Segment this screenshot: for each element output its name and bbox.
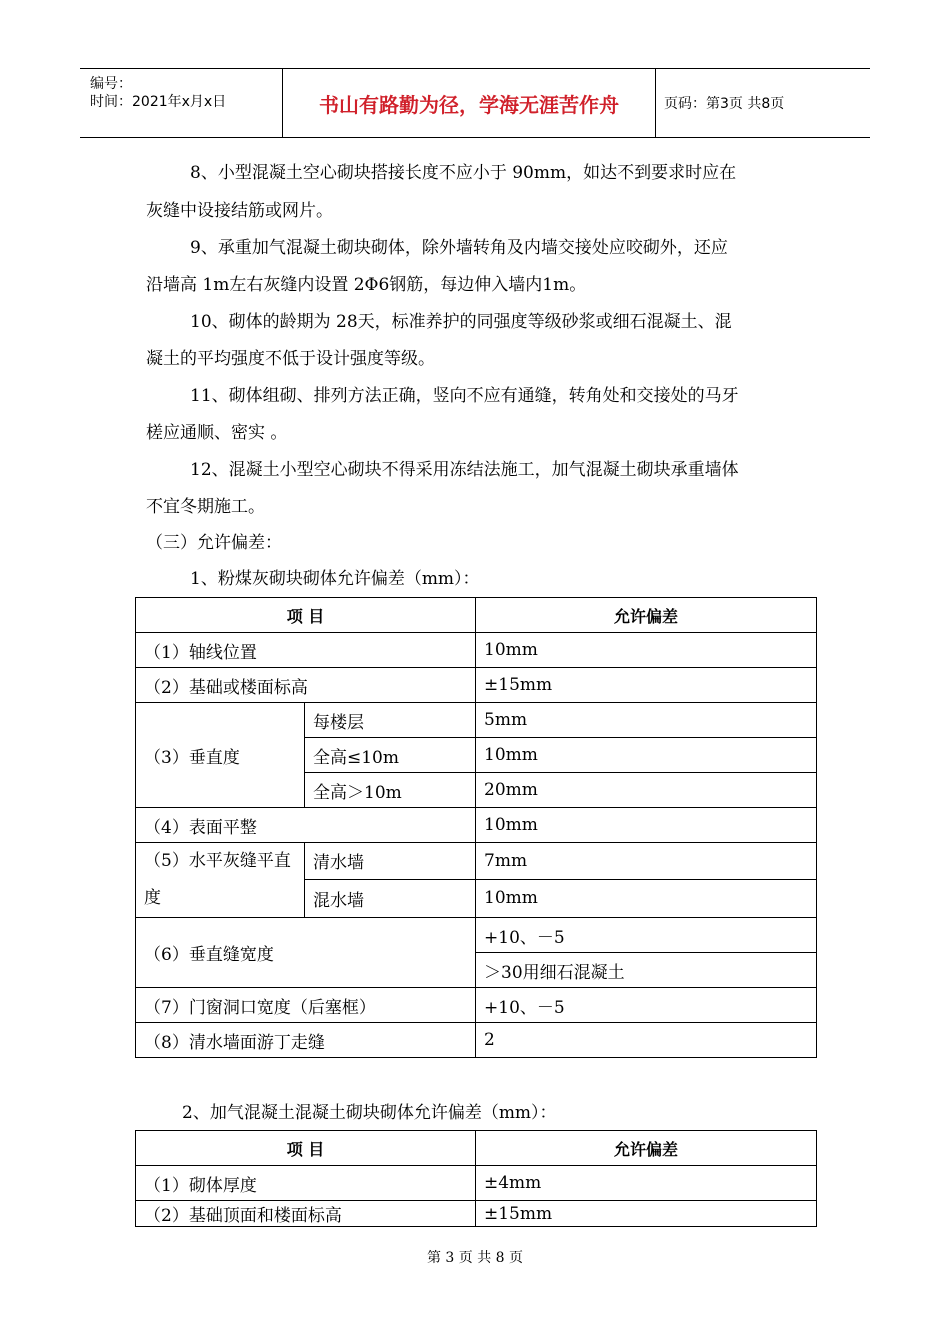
sub-item-cell: 混水墙 xyxy=(305,879,476,917)
value-cell: 10mm xyxy=(476,879,817,917)
page-header xyxy=(80,68,870,138)
section-3-heading: （三）允许偏差： xyxy=(146,533,282,553)
value-cell: 2 xyxy=(476,1023,817,1058)
para-10-line-1: 10、砌体的龄期为 28天，标准养护的同强度等级砂浆或细石混凝土、混 xyxy=(190,312,732,332)
col-header-item: 项 目 xyxy=(136,598,476,633)
table-row xyxy=(136,918,817,953)
sub-item-cell: 全高≤10m xyxy=(305,738,476,773)
item-cell: （3）垂直度 xyxy=(136,703,305,808)
sub-item-cell: 清水墙 xyxy=(305,843,476,880)
para-12-line-1: 12、混凝土小型空心砌块不得采用冻结法施工，加气混凝土砌块承重墙体 xyxy=(190,460,739,480)
value-cell: ±15mm xyxy=(476,668,817,703)
table-header-row xyxy=(136,598,817,633)
table-row xyxy=(136,988,817,1023)
table-row xyxy=(136,1166,817,1201)
table-2-deviation xyxy=(135,1130,817,1227)
value-cell: 10mm xyxy=(476,808,817,843)
value-cell: 7mm xyxy=(476,843,817,880)
para-11-line-1: 11、砌体组砌、排列方法正确，竖向不应有通缝，转角处和交接处的马牙 xyxy=(190,386,739,406)
item-cell: （2）基础或楼面标高 xyxy=(136,668,476,703)
para-11-line-2: 槎应通顺、密实 。 xyxy=(146,423,288,443)
header-number-label: 编号： xyxy=(90,76,132,92)
item-cell: （1）轴线位置 xyxy=(136,633,476,668)
table-1-deviation xyxy=(135,597,817,1058)
item-cell: （8）清水墙面游丁走缝 xyxy=(136,1023,476,1058)
sub-item-cell: 全高＞10m xyxy=(305,773,476,808)
header-page-info: 页码：第3页 共8页 xyxy=(664,96,785,112)
table-row xyxy=(136,1023,817,1058)
value-cell: 10mm xyxy=(476,633,817,668)
item-cell: （6）垂直缝宽度 xyxy=(136,918,476,988)
col-header-deviation: 允许偏差 xyxy=(476,1131,817,1166)
page-footer: 第 3 页 共 8 页 xyxy=(426,1250,524,1266)
value-cell: 10mm xyxy=(476,738,817,773)
para-9-line-2: 沿墙高 1m左右灰缝内设置 2Φ6钢筋，每边伸入墙内1m。 xyxy=(146,275,587,295)
para-12-line-2: 不宜冬期施工。 xyxy=(146,497,265,517)
value-cell: 5mm xyxy=(476,703,817,738)
item-cell: （4）表面平整 xyxy=(136,808,476,843)
header-motto: 书山有路勤为径，学海无涯苦作舟 xyxy=(282,69,656,137)
table-row xyxy=(136,668,817,703)
item-cell: （2）基础顶面和楼面标高 xyxy=(136,1201,476,1227)
table1-title: 1、粉煤灰砌块砌体允许偏差（mm）： xyxy=(190,569,480,589)
header-time-label: 时间：2021年x月x日 xyxy=(90,94,227,110)
table2-title: 2、加气混凝土混凝土砌块砌体允许偏差（mm）： xyxy=(182,1103,557,1123)
col-header-item: 项 目 xyxy=(136,1131,476,1166)
value-cell: ±4mm xyxy=(476,1166,817,1201)
table-row xyxy=(136,808,817,843)
value-cell: ±15mm xyxy=(476,1201,817,1227)
para-8-line-2: 灰缝中设接结筋或网片。 xyxy=(146,201,333,221)
para-8-line-1: 8、小型混凝土空心砌块搭接长度不应小于 90mm，如达不到要求时应在 xyxy=(190,163,737,183)
item-cell: （7）门窗洞口宽度（后塞框） xyxy=(136,988,476,1023)
table-header-row xyxy=(136,1131,817,1166)
value-cell: 20mm xyxy=(476,773,817,808)
table-row xyxy=(136,633,817,668)
table-row xyxy=(136,703,817,738)
value-cell: +10、－5 xyxy=(476,988,817,1023)
value-cell: +10、－5 xyxy=(476,918,817,953)
table-row xyxy=(136,843,817,880)
header-left-cell xyxy=(80,69,282,137)
table-row xyxy=(136,1201,817,1227)
sub-item-cell: 每楼层 xyxy=(305,703,476,738)
col-header-deviation: 允许偏差 xyxy=(476,598,817,633)
item-cell: （1）砌体厚度 xyxy=(136,1166,476,1201)
para-9-line-1: 9、承重加气混凝土砌块砌体，除外墙转角及内墙交接处应咬砌外，还应 xyxy=(190,238,728,258)
item-cell: （5）水平灰缝平直度 xyxy=(136,843,305,918)
value-cell: ＞30用细石混凝土 xyxy=(476,953,817,988)
para-10-line-2: 凝土的平均强度不低于设计强度等级。 xyxy=(146,349,435,369)
